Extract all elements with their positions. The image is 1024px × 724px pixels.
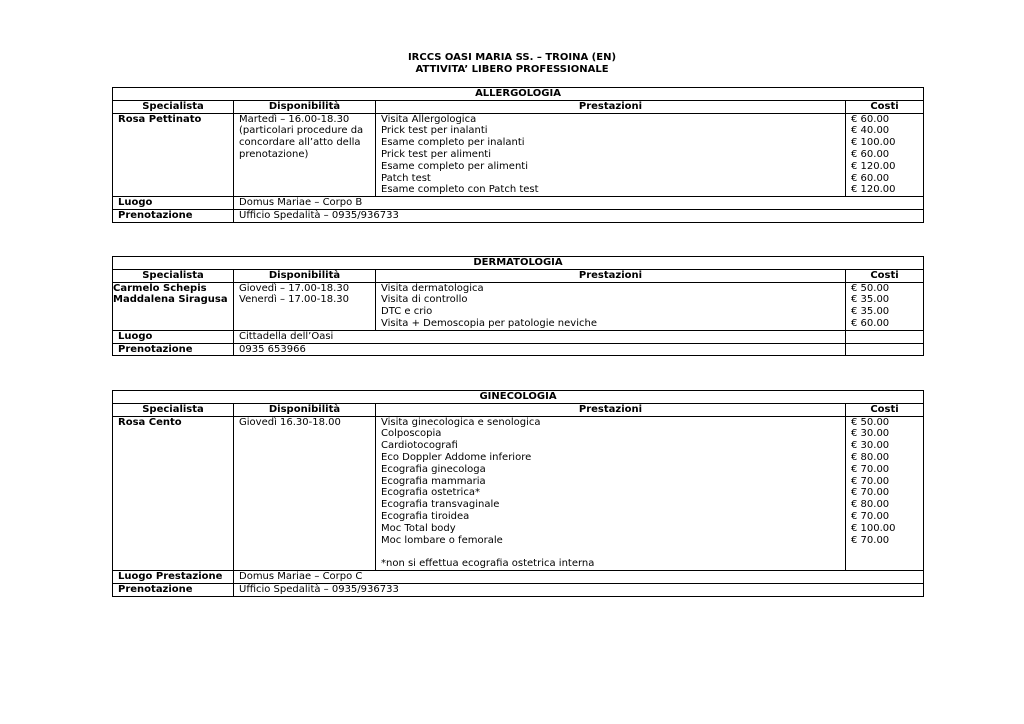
col-costi: Costi — [846, 269, 924, 282]
col-prestazioni: Prestazioni — [376, 100, 846, 113]
service-item: Ecografia mammaria — [381, 475, 486, 487]
service-item: Visita ginecologica e senologica — [381, 416, 541, 428]
availability-cell: Giovedì 16.30-18.00 — [234, 416, 376, 570]
ginecologia-table — [112, 390, 924, 597]
col-specialista: Specialista — [113, 269, 234, 282]
cost-item: € 35.00 — [851, 306, 890, 318]
service-item: Ecografia ginecologa — [381, 463, 486, 475]
cost-item: € 70.00 — [851, 463, 890, 475]
specialists-cell — [113, 282, 234, 330]
cost-item: € 70.00 — [851, 510, 890, 522]
specialist-name: Rosa Pettinato — [113, 113, 234, 197]
location-label: Luogo — [113, 330, 234, 343]
allergologia-table — [112, 87, 924, 223]
availability-line: Giovedì – 17.00-18.30 — [239, 282, 350, 294]
col-costi: Costi — [846, 403, 924, 416]
service-item: Moc Total body — [381, 522, 456, 534]
cost-item: € 60.00 — [851, 148, 890, 160]
specialist-name: Rosa Cento — [113, 416, 234, 570]
cost-item: € 120.00 — [851, 184, 896, 196]
booking-value: Ufficio Spedalità – 0935/936733 — [234, 209, 924, 222]
availability-line: concordare all’atto della — [239, 137, 361, 149]
section-title: GINECOLOGIA — [113, 391, 924, 404]
service-item: Esame completo per alimenti — [381, 160, 528, 172]
location-label: Luogo Prestazione — [113, 570, 234, 583]
location-value: Cittadella dell’Oasi — [234, 330, 846, 343]
service-item: Patch test — [381, 172, 431, 184]
header-institute: IRCCS OASI MARIA SS. – TROINA (EN) — [407, 52, 617, 63]
costs-cell — [846, 113, 924, 197]
availability-cell — [234, 282, 376, 330]
cost-item: € 70.00 — [851, 475, 890, 487]
header-subtitle: ATTIVITA’ LIBERO PROFESSIONALE — [415, 64, 609, 75]
service-item: Colposcopia — [381, 428, 442, 440]
service-item: Eco Doppler Addome inferiore — [381, 451, 532, 463]
cost-item: € 35.00 — [851, 294, 890, 306]
service-item: Prick test per inalanti — [381, 125, 488, 137]
cost-item: € 80.00 — [851, 451, 890, 463]
cost-item: € 60.00 — [851, 317, 890, 329]
cost-item: € 80.00 — [851, 499, 890, 511]
booking-label: Prenotazione — [113, 583, 234, 596]
cost-item: € 100.00 — [851, 522, 896, 534]
document-header — [0, 52, 1024, 76]
services-cell — [376, 282, 846, 330]
service-item: Ecografia transvaginale — [381, 499, 500, 511]
location-label: Luogo — [113, 197, 234, 210]
services-cell — [376, 113, 846, 197]
col-specialista: Specialista — [113, 100, 234, 113]
col-disponibilita: Disponibilità — [234, 100, 376, 113]
booking-value: 0935 653966 — [234, 343, 846, 356]
cost-item: € 120.00 — [851, 160, 896, 172]
costs-cell — [846, 282, 924, 330]
cost-item: € 40.00 — [851, 125, 890, 137]
service-item: Esame completo con Patch test — [381, 184, 539, 196]
booking-label: Prenotazione — [113, 343, 234, 356]
cost-item: € 60.00 — [851, 113, 890, 125]
empty-cell — [846, 330, 924, 343]
cost-item: € 30.00 — [851, 428, 890, 440]
location-value: Domus Mariae – Corpo B — [234, 197, 924, 210]
col-specialista: Specialista — [113, 403, 234, 416]
cost-item: € 70.00 — [851, 487, 890, 499]
spacer — [381, 546, 840, 558]
col-prestazioni: Prestazioni — [376, 269, 846, 282]
specialist-name: Maddalena Siragusa — [113, 294, 228, 306]
booking-value: Ufficio Spedalità – 0935/936733 — [234, 583, 924, 596]
col-prestazioni: Prestazioni — [376, 403, 846, 416]
availability-line: prenotazione) — [239, 148, 309, 160]
service-item: DTC e crio — [381, 306, 433, 318]
cost-item: € 60.00 — [851, 172, 890, 184]
cost-item: € 50.00 — [851, 416, 890, 428]
service-item: Esame completo per inalanti — [381, 137, 525, 149]
section-title: DERMATOLOGIA — [113, 257, 924, 270]
costs-cell — [846, 416, 924, 570]
cost-item: € 50.00 — [851, 282, 890, 294]
availability-line: Venerdì – 17.00-18.30 — [239, 294, 349, 306]
availability-line: (particolari procedure da — [239, 125, 364, 137]
service-item: Visita di controllo — [381, 294, 468, 306]
service-item: Visita + Demoscopia per patologie neviche — [381, 317, 597, 329]
service-item: Prick test per alimenti — [381, 148, 491, 160]
service-note: *non si effettua ecografia ostetrica interna — [381, 558, 595, 570]
booking-label: Prenotazione — [113, 209, 234, 222]
specialist-name: Carmelo Schepis — [113, 282, 207, 294]
service-item: Moc lombare o femorale — [381, 534, 503, 546]
service-item: Ecografia tiroidea — [381, 510, 470, 522]
services-cell — [376, 416, 846, 570]
cost-item: € 100.00 — [851, 137, 896, 149]
service-item: Visita dermatologica — [381, 282, 484, 294]
dermatologia-table — [112, 256, 924, 356]
empty-cell — [846, 343, 924, 356]
service-item: Ecografia ostetrica* — [381, 487, 480, 499]
section-title: ALLERGOLOGIA — [113, 88, 924, 101]
cost-item: € 70.00 — [851, 534, 890, 546]
service-item: Cardiotocografi — [381, 440, 458, 452]
col-disponibilita: Disponibilità — [234, 403, 376, 416]
availability-cell — [234, 113, 376, 197]
col-disponibilita: Disponibilità — [234, 269, 376, 282]
service-item: Visita Allergologica — [381, 113, 477, 125]
location-value: Domus Mariae – Corpo C — [234, 570, 924, 583]
cost-item: € 30.00 — [851, 440, 890, 452]
col-costi: Costi — [846, 100, 924, 113]
availability-line: Martedì – 16.00-18.30 — [239, 113, 350, 125]
